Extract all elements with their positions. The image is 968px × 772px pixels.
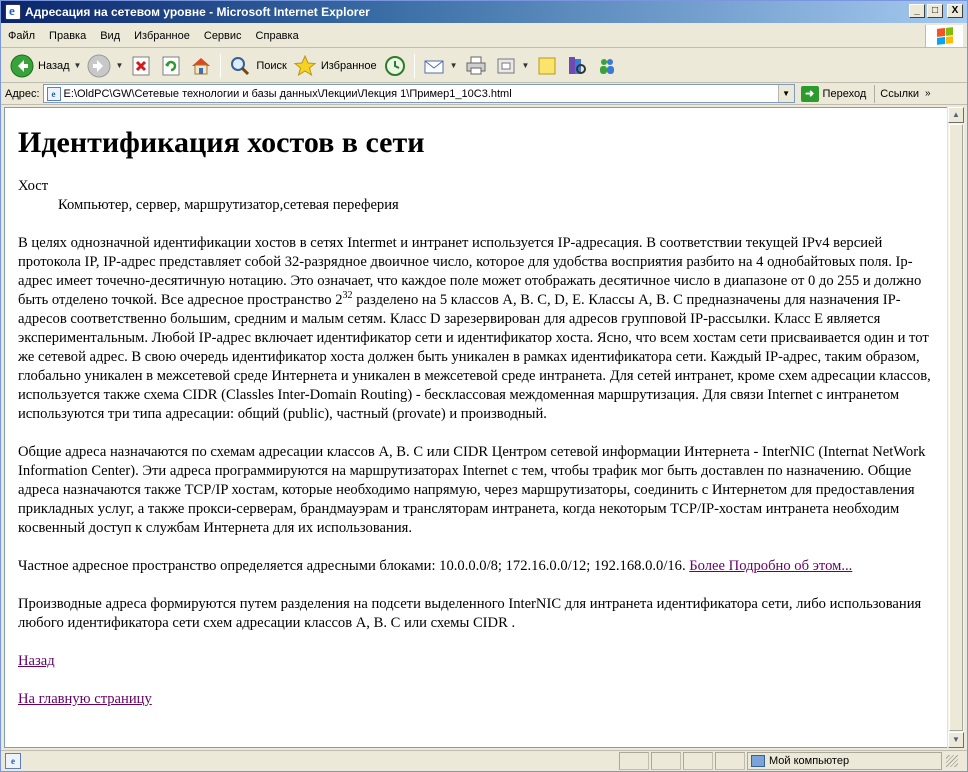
forward-dropdown-icon[interactable]: ▼: [115, 61, 124, 70]
scrollbar-thumb[interactable]: [949, 124, 963, 731]
back-label: Назад: [38, 59, 70, 72]
print-button[interactable]: [461, 52, 491, 80]
paragraph-text: разделено на 5 классов А, В. С, D, E. Классы А, В. С предназначены для назначения IP-адресов соответственно большим, средним и малым сетям. Класс D зарезервирован для адресов групповой IP-рассылки. Класс Е является экспериментальным. Любой IP-адрес включает идентификатор сети и идентификатор хоста. Ясно, что всем хостам сети присваивается один и тот же сетевой адрес. В свою очередь идентификатор хоста должен быть уникален в рамках идентификатора сети. Каждый IP-адрес, таким образом, глобально уникален в межсетевой среде Интернета и уникален в межсетевой среде интранета. Для сетей интранет, кроме схем адресации классов, используется также схема CIDR (Classles Inter-Domain Routing) - бесклассовая междоменная маршрутизация. Для связи Internet с интранетом используются три типа адресации: общий (public), частный (provate) и производный.: [18, 292, 931, 422]
back-button[interactable]: [7, 52, 84, 80]
mail-button[interactable]: [419, 52, 461, 80]
search-button[interactable]: [225, 52, 289, 80]
paragraph-private-addresses: [18, 557, 935, 576]
windows-logo-icon: [925, 25, 963, 47]
research-button[interactable]: [562, 52, 592, 80]
go-arrow-icon: ➜: [801, 86, 819, 102]
definition-term: Хост: [18, 178, 49, 194]
messenger-icon: [595, 54, 619, 78]
menu-file[interactable]: Файл: [8, 29, 36, 42]
menu-help[interactable]: Справка: [255, 29, 299, 42]
mail-dropdown-icon[interactable]: ▼: [449, 61, 458, 70]
close-button[interactable]: X: [947, 4, 963, 18]
back-link[interactable]: Назад: [18, 653, 55, 669]
menu-favorites[interactable]: Избранное: [134, 29, 190, 42]
history-button[interactable]: [380, 52, 410, 80]
page-viewport[interactable]: [4, 107, 948, 748]
status-pane: [683, 752, 713, 770]
search-icon: [228, 54, 252, 78]
messenger-button[interactable]: [592, 52, 622, 80]
forward-button[interactable]: [84, 52, 126, 80]
home-link-paragraph: [18, 690, 935, 709]
history-icon: [383, 54, 407, 78]
page-status-icon: e: [5, 753, 21, 769]
forward-arrow-icon: [87, 54, 111, 78]
address-input[interactable]: [43, 84, 795, 103]
window-controls: [909, 4, 963, 18]
toolbar-separator: [220, 54, 221, 78]
minimize-button[interactable]: _: [909, 4, 925, 18]
edit-dropdown-icon[interactable]: ▼: [521, 61, 530, 70]
more-details-link[interactable]: Более Подробно об этом...: [689, 558, 853, 574]
note-icon: [535, 54, 559, 78]
favorites-label: Избранное: [320, 59, 377, 72]
back-link-paragraph: [18, 652, 935, 671]
title-bar[interactable]: [1, 1, 967, 23]
superscript-32: 32: [342, 290, 353, 302]
status-text-pane: [23, 752, 617, 770]
ie-app-icon: [5, 4, 21, 20]
refresh-icon: [159, 54, 183, 78]
menu-bar: [1, 24, 967, 48]
paragraph-text: Частное адресное пространство определяется адресными блоками: 10.0.0.0/8; 172.16.0.0/12; 192.168.0.0/16.: [18, 558, 690, 574]
paragraph-public-addresses: Общие адреса назначаются по схемам адресации классов А, В. С или CIDR Центром сетевой информации Интернета - InterNIC (Internat NetWork Information Center). Эти адреса программируются на маршрутизаторах Internet с тем, чтобы трафик мог быть доставлен по назначению. Общие адреса назначаются также TCP/IP хостам, которые необходимо напрямую, через маршрутизаторы, соединить с Интернетом для предоставления прикладных услуг, а также прокси-серверам, брандмауэрам и трансляторам интранета, когда некоторым TCP/IP-хостам интранета необходим косвенный доступ к службам Интернета для их использования.: [18, 444, 926, 536]
definition-description: Компьютер, сервер, маршрутизатор,сетевая переферия: [58, 197, 399, 213]
scroll-up-icon[interactable]: ▲: [948, 107, 964, 123]
window-title: Адресация на сетевом уровне - Microsoft Internet Explorer: [25, 5, 370, 19]
status-bar: [1, 750, 967, 771]
home-button[interactable]: [186, 52, 216, 80]
status-pane: [715, 752, 745, 770]
links-button[interactable]: Ссылки: [880, 87, 919, 100]
printer-icon: [464, 54, 488, 78]
home-icon: [189, 54, 213, 78]
page-heading: Идентификация хостов в сети: [18, 126, 425, 159]
my-computer-icon: [751, 755, 765, 767]
address-dropdown-icon[interactable]: ▼: [778, 85, 794, 102]
home-page-link[interactable]: На главную страницу: [18, 691, 152, 707]
paragraph-derived-addresses: Производные адреса формируются путем разделения на подсети выделенного InterNIC для интранета идентификатора сети, либо использования любого идентификатора сети схем адресации классов А, В. С или схемы CIDR .: [18, 596, 922, 631]
research-icon: [565, 54, 589, 78]
edit-page-icon: [494, 54, 518, 78]
scroll-down-icon[interactable]: ▼: [948, 732, 964, 748]
star-icon: [293, 54, 317, 78]
refresh-button[interactable]: [156, 52, 186, 80]
stop-icon: [129, 54, 153, 78]
menu-edit[interactable]: Правка: [49, 29, 87, 42]
status-pane: [651, 752, 681, 770]
address-url[interactable]: E:\OldPC\GW\Сетевые технологии и базы данных\Лекции\Лекция 1\Пример1_10C3.html: [63, 87, 512, 100]
security-zone: [747, 752, 942, 770]
maximize-button[interactable]: □: [927, 4, 943, 18]
standard-toolbar: [1, 49, 967, 83]
links-separator: [874, 85, 875, 103]
resize-grip-icon[interactable]: [946, 755, 958, 767]
definition-list: [18, 177, 935, 215]
discuss-button[interactable]: [532, 52, 562, 80]
status-pane: [619, 752, 649, 770]
favorites-button[interactable]: [290, 52, 380, 80]
mail-icon: [422, 54, 446, 78]
address-label: Адрес:: [5, 87, 40, 100]
go-button[interactable]: [801, 86, 867, 102]
page-body: [5, 108, 947, 709]
menu-view[interactable]: Вид: [100, 29, 121, 42]
toolbar-separator: [414, 54, 415, 78]
stop-button[interactable]: [126, 52, 156, 80]
chevron-right-icon[interactable]: »: [924, 88, 931, 99]
page-icon: e: [47, 87, 61, 101]
paragraph-ip-addressing: [18, 234, 935, 424]
search-label: Поиск: [256, 59, 287, 72]
paragraph-text: В целях однозначной идентификации хостов в сетях Intermet и интранет используется IP-адресация. В соответствии текущей IPv4 версией протокола IP, IP-адрес представляет собой 32-разрядное двоичное число, которое для удобства восприятия разбито на 4 однобайтовых поля. Ip-адрес имеет точечно-десятичную нотацию. Это означает, что каждое поле может отображать десятичное число в диапазоне от 0 до 255 и должно быть отделено точкой. Все адресное пространство 2: [18, 235, 922, 308]
edit-button[interactable]: [491, 52, 533, 80]
menu-tools[interactable]: Сервис: [203, 29, 242, 42]
go-label: Переход: [822, 87, 867, 100]
back-arrow-icon: [10, 54, 34, 78]
vertical-scrollbar[interactable]: [947, 107, 964, 748]
zone-label: Мой компьютер: [769, 755, 850, 767]
address-bar: [1, 83, 967, 105]
back-dropdown-icon[interactable]: ▼: [73, 61, 82, 70]
